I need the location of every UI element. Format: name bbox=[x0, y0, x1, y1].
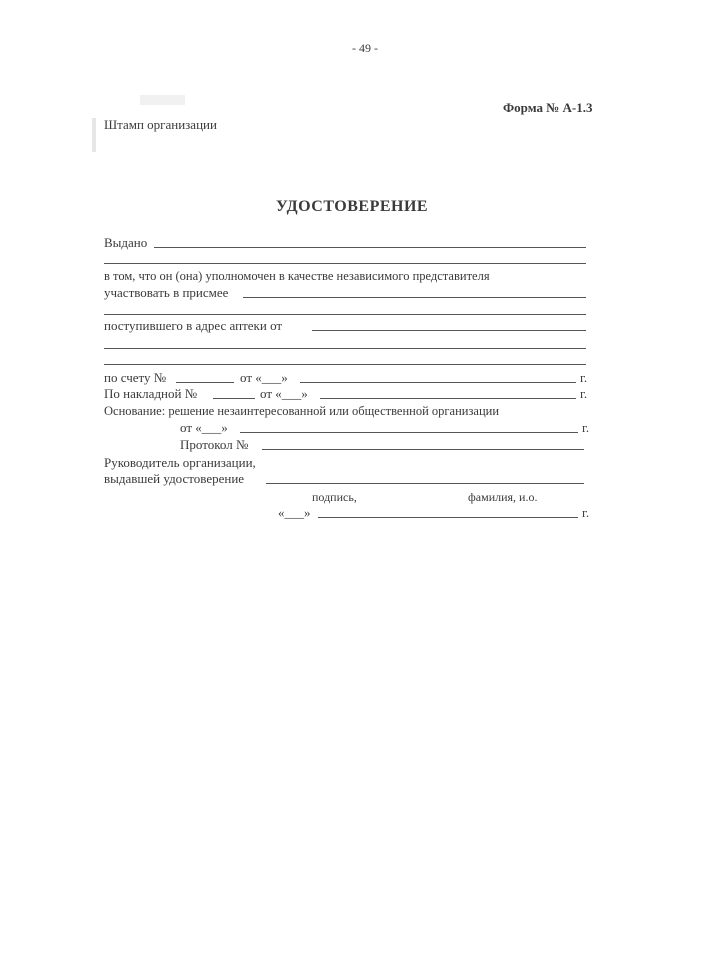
basis-date-label: от «___» bbox=[180, 420, 228, 435]
form-number: Форма № А-1.3 bbox=[503, 100, 593, 115]
waybill-label: По накладной № bbox=[104, 386, 198, 401]
protocol-label: Протокол № bbox=[180, 437, 249, 452]
waybill-date-line[interactable] bbox=[320, 398, 576, 399]
waybill-date-label: от «___» bbox=[260, 386, 308, 401]
stamp-label: Штамп организации bbox=[104, 117, 217, 132]
scan-artifact bbox=[140, 95, 185, 105]
participate-field-line-2[interactable] bbox=[104, 314, 586, 315]
protocol-field-line[interactable] bbox=[262, 449, 584, 450]
issued-field-line[interactable] bbox=[154, 247, 586, 248]
date-line[interactable] bbox=[318, 517, 578, 518]
issued-field-line-2[interactable] bbox=[104, 263, 586, 264]
participate-field-line[interactable] bbox=[243, 297, 586, 298]
received-field-line-2[interactable] bbox=[104, 348, 586, 349]
signature-caption: подпись, bbox=[312, 490, 357, 504]
head-label: Руководитель организации, bbox=[104, 455, 256, 470]
date-label: «___» bbox=[278, 505, 311, 520]
name-caption: фамилия, и.о. bbox=[468, 490, 538, 504]
year-suffix: г. bbox=[582, 420, 590, 435]
head-signature-line[interactable] bbox=[266, 483, 584, 484]
received-field-line[interactable] bbox=[312, 330, 586, 331]
head-label-continued: выдавшей удостоверение bbox=[104, 471, 245, 486]
page-number: - 49 - bbox=[352, 41, 378, 55]
year-suffix: г. bbox=[582, 505, 590, 520]
basis-text: Основание: решение незаинтересованной или общественной организации bbox=[104, 404, 500, 418]
waybill-number-line[interactable] bbox=[213, 398, 255, 399]
invoice-number-line[interactable] bbox=[176, 382, 234, 383]
year-suffix: г. bbox=[580, 370, 588, 385]
received-field-line-3[interactable] bbox=[104, 364, 586, 365]
year-suffix: г. bbox=[580, 386, 588, 401]
received-label: поступившего в адрес аптеки от bbox=[104, 318, 283, 333]
document-title: УДОСТОВЕРЕНИЕ bbox=[276, 198, 429, 215]
participate-label: участвовать в присмее bbox=[104, 285, 229, 300]
basis-date-line[interactable] bbox=[240, 432, 578, 433]
invoice-date-label: от «___» bbox=[240, 370, 288, 385]
invoice-date-line[interactable] bbox=[300, 382, 576, 383]
scan-artifact bbox=[92, 118, 96, 152]
authorized-text: в том, что он (она) уполномочен в качестве независимого представителя bbox=[104, 269, 490, 283]
invoice-account-label: по счету № bbox=[104, 370, 167, 385]
issued-label: Выдано bbox=[104, 235, 148, 250]
